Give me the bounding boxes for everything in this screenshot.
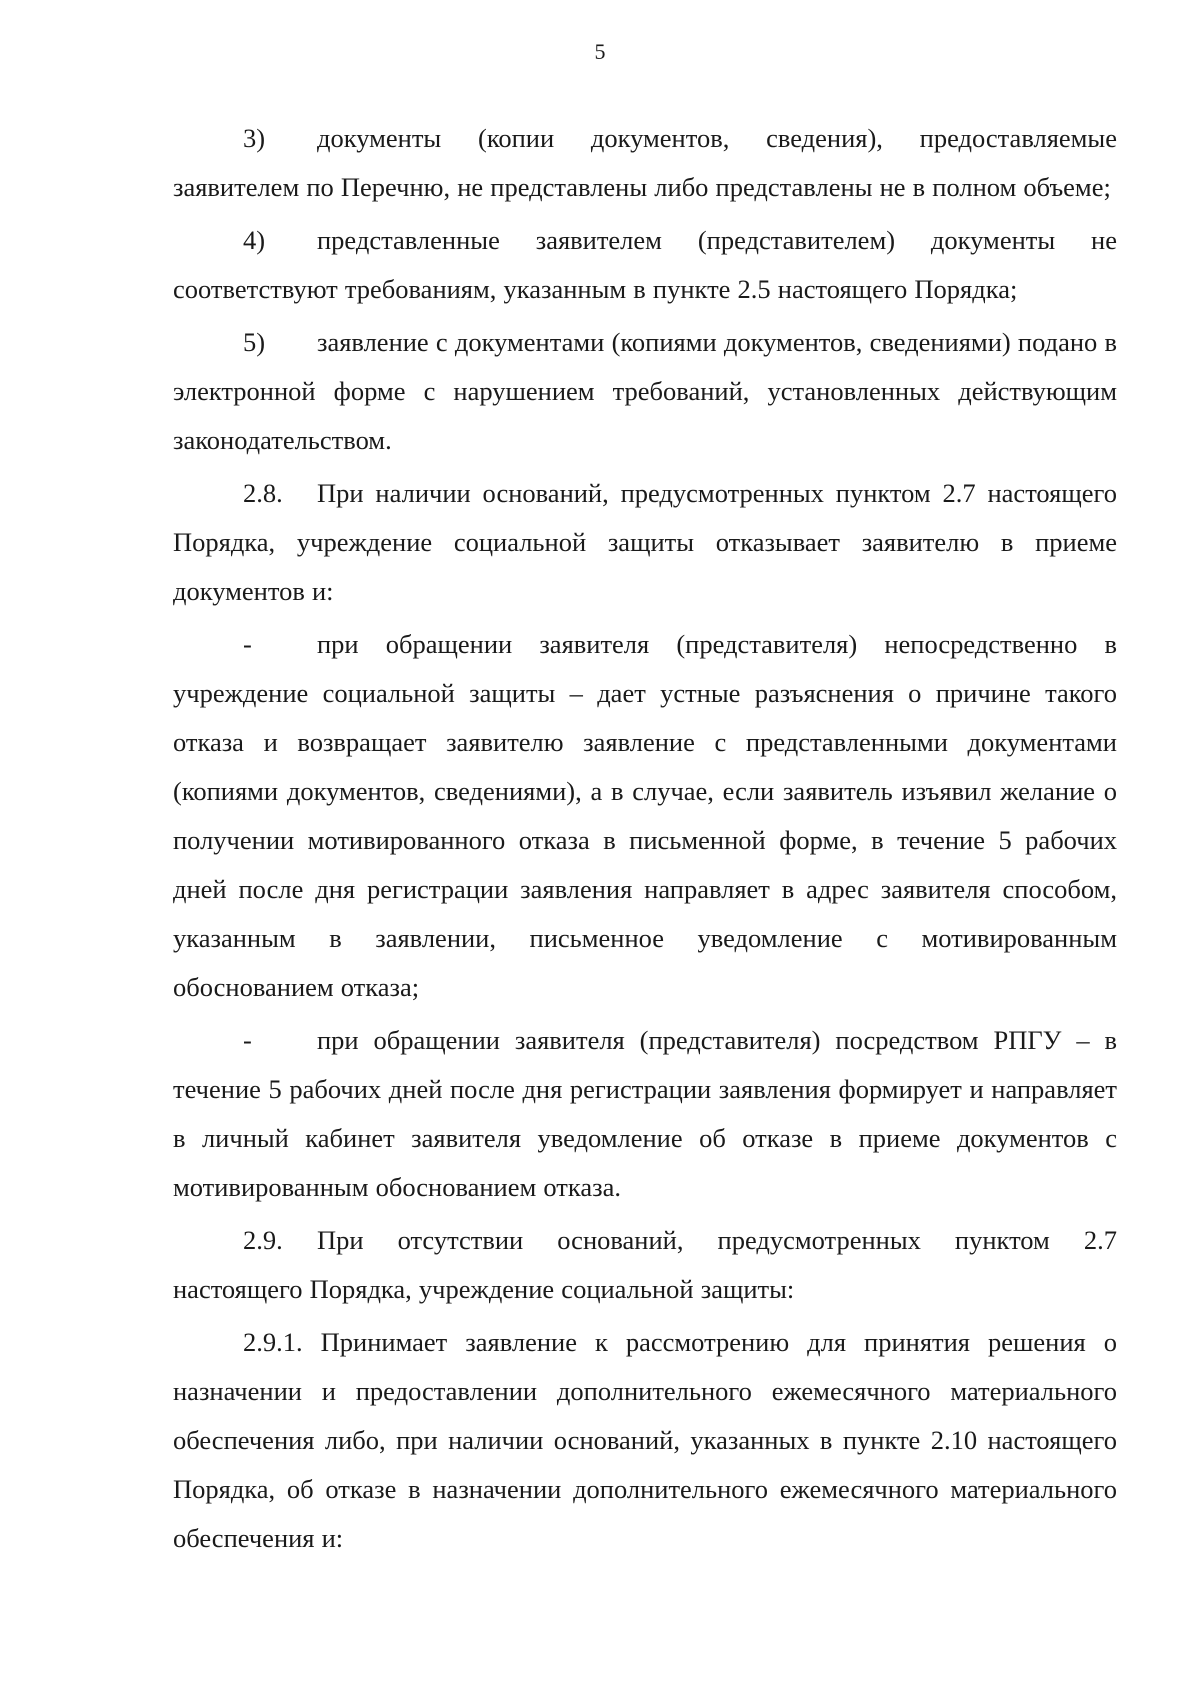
paragraph-marker: 2.8. xyxy=(243,478,283,508)
paragraph-marker: - xyxy=(243,1025,252,1055)
paragraph-marker: 4) xyxy=(243,225,266,255)
page-number: 5 xyxy=(594,39,606,64)
paragraph-item-4 xyxy=(173,216,1117,314)
paragraph-2-9 xyxy=(173,1216,1117,1314)
paragraph-dash-2 xyxy=(173,1016,1117,1212)
paragraph-marker: 5) xyxy=(243,327,266,357)
paragraph-text: При отсутствии оснований, предусмотренных пунктом 2.7 настоящего Порядка, учреждение социальной защиты: xyxy=(173,1225,1117,1304)
paragraph-text: при обращении заявителя (представителя) непосредственно в учреждение социальной защиты – дает устные разъяснения о причине такого отказа и возвращает заявителю заявление с представленными документами (копиями документов, сведениями), а в случае, если заявитель изъявил желание о получении мотивированного отказа в письменной форме, в течение 5 рабочих дней после дня регистрации заявления направляет в адрес заявителя способом, указанным в заявлении, письменное уведомление с мотивированным обоснованием отказа; xyxy=(173,629,1117,1002)
paragraph-text: При наличии оснований, предусмотренных пунктом 2.7 настоящего Порядка, учреждение социальной защиты отказывает заявителю в приеме документов и: xyxy=(173,478,1117,606)
paragraph-marker: 3) xyxy=(243,123,266,153)
paragraph-item-5 xyxy=(173,318,1117,465)
paragraph-2-8 xyxy=(173,469,1117,616)
paragraph-text: представленные заявителем (представителем) документы не соответствуют требованиям, указанным в пункте 2.5 настоящего Порядка; xyxy=(173,225,1117,304)
paragraph-2-9-1 xyxy=(173,1318,1117,1563)
document-body xyxy=(173,114,1117,1567)
paragraph-text: 2.9.1. Принимает заявление к рассмотрению для принятия решения о назначении и предоставлении дополнительного ежемесячного материального обеспечения либо, при наличии оснований, указанных в пункте 2.10 настоящего Порядка, об отказе в назначении дополнительного ежемесячного материального обеспечения и: xyxy=(173,1327,1117,1553)
paragraph-item-3 xyxy=(173,114,1117,212)
paragraph-text: при обращении заявителя (представителя) посредством РПГУ – в течение 5 рабочих дней после дня регистрации заявления формирует и направляет в личный кабинет заявителя уведомление об отказе в приеме документов с мотивированным обоснованием отказа. xyxy=(173,1025,1117,1202)
paragraph-marker: - xyxy=(243,629,252,659)
paragraph-text: заявление с документами (копиями документов, сведениями) подано в электронной форме с нарушением требований, установленных действующим законодательством. xyxy=(173,327,1117,455)
paragraph-text: документы (копии документов, сведения), предоставляемые заявителем по Перечню, не представлены либо представлены не в полном объеме; xyxy=(173,123,1117,202)
paragraph-dash-1 xyxy=(173,620,1117,1012)
paragraph-marker: 2.9. xyxy=(243,1225,283,1255)
